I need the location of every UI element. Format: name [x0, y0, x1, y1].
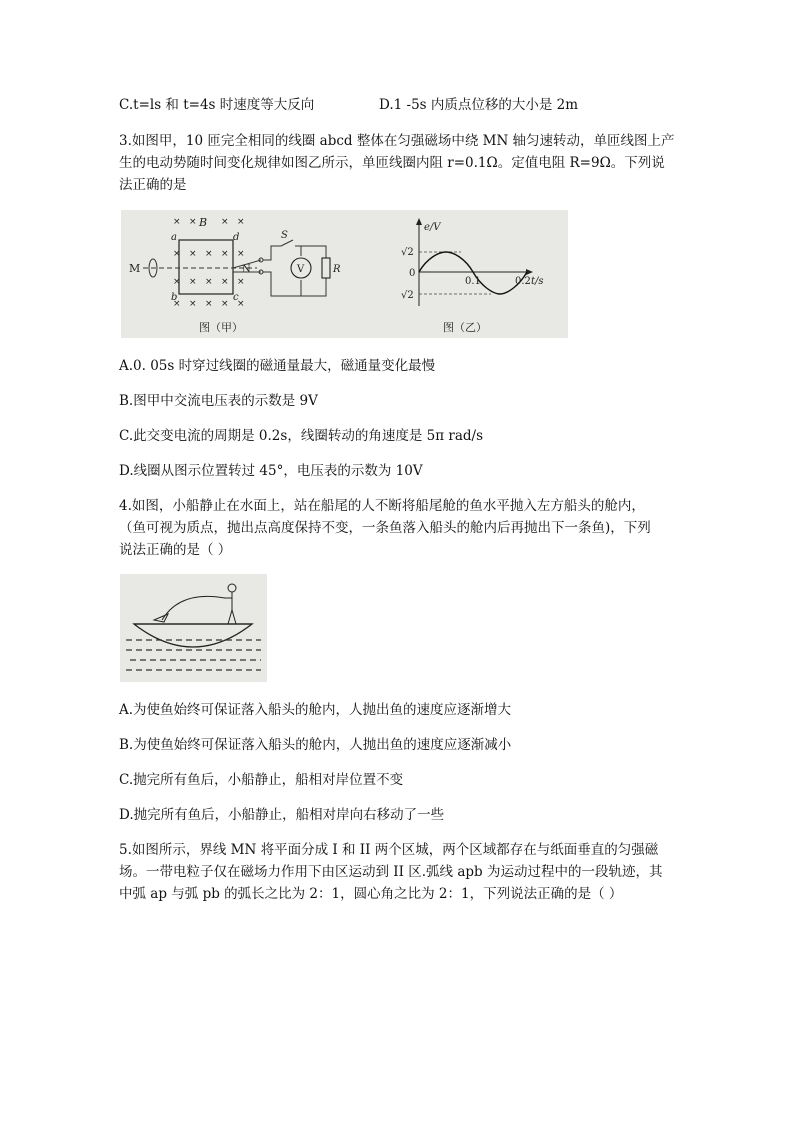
x-tick-2: 0.2: [515, 276, 531, 287]
y-axis-arrow: [416, 218, 422, 225]
field-mark: ×: [173, 217, 181, 227]
label-V: V: [297, 264, 305, 275]
q4-stem-line-2: （鱼可视为质点，抛出点高度保持不变，一条鱼落入船头的舱内后再抛出下一条鱼)，下列: [119, 520, 651, 536]
field-mark: ×: [205, 277, 213, 287]
label-R: R: [333, 264, 341, 275]
label-b: b: [171, 292, 178, 303]
q4-stem-line-3: 说法正确的是（ ）: [119, 542, 232, 558]
q4-figure: [120, 574, 267, 682]
x-axis-arrow: [526, 269, 533, 275]
field-mark: ×: [237, 299, 245, 309]
field-mark: ×: [221, 249, 229, 259]
q5-stem-line-3: 中弧 ap 与弧 pb 的弧长之比为 2：1，圆心角之比为 2：1，下列说法正确的是（ ）: [119, 886, 623, 902]
q4-option-d: D.抛完所有鱼后，小船静止，船相对岸向右移动了一些: [119, 807, 445, 823]
person-leg: [232, 610, 236, 624]
label-S: S: [281, 230, 288, 241]
field-mark: ×: [189, 217, 197, 227]
label-c: c: [233, 292, 239, 303]
circuit-loop: [263, 246, 326, 296]
label-a: a: [171, 232, 177, 243]
resistor: [322, 258, 330, 278]
origin-label: 0: [409, 268, 416, 279]
x-tick-1: 0.1: [465, 276, 481, 287]
q3-stem-line-2: 生的电动势随时间变化规律如图乙所示，单匝线圈内阻 r=0.1Ω。定值电阻 R=9Ω。下列说: [119, 155, 665, 171]
q4-option-a: A.为使鱼始终可保证落入船头的舱内，人抛出鱼的速度应逐渐增大: [119, 702, 512, 718]
q3-option-c: C.此交变电流的周期是 0.2s，线圈转动的角速度是 5π rad/s: [119, 428, 483, 444]
q3-figure: [121, 210, 568, 338]
x-axis-label: t/s: [531, 276, 544, 287]
label-d: d: [233, 232, 240, 243]
y-tick-negative: √2: [401, 290, 414, 301]
water: [126, 640, 261, 670]
field-mark: ×: [237, 217, 245, 227]
field-mark: ×: [173, 299, 181, 309]
field-mark: ×: [189, 299, 197, 309]
field-mark: ×: [221, 277, 229, 287]
q3-option-b: B.图甲中交流电压表的示数是 9V: [119, 393, 318, 409]
label-N: N: [242, 264, 251, 275]
q2-option-c: C.t=ls 和 t=4s 时速度等大反向: [119, 97, 315, 113]
wire: [263, 246, 281, 260]
fish-trajectory: [162, 596, 225, 620]
field-mark: ×: [173, 277, 181, 287]
field-mark: ×: [221, 217, 229, 227]
field-mark: ×: [205, 249, 213, 259]
q4-option-c: C.抛完所有鱼后，小船静止，船相对岸位置不变: [119, 772, 404, 788]
q4-stem-line-1: 4.如图，小船静止在水面上，站在船尾的人不断将船尾舱的鱼水平抛入左方船头的舱内，: [119, 498, 645, 514]
person-leg: [228, 610, 232, 624]
fish: [154, 614, 168, 622]
label-M: M: [129, 262, 141, 275]
q2-option-d: D.1 -5s 内质点位移的大小是 2m: [379, 97, 579, 113]
person-head: [228, 584, 236, 592]
q5-stem-line-1: 5.如图所示，界线 MN 将平面分成 I 和 II 两个区城，两个区域都存在与纸面垂直的匀强磁: [119, 842, 659, 858]
field-mark: ×: [189, 277, 197, 287]
q4-option-b: B.为使鱼始终可保证落入船头的舱内，人抛出鱼的速度应逐渐减小: [119, 737, 512, 753]
label-B: B: [199, 216, 208, 229]
sine-curve: [419, 252, 527, 294]
y-tick-positive: √2: [401, 247, 414, 258]
field-mark: ×: [205, 299, 213, 309]
caption-jia: 图（甲）: [199, 321, 243, 334]
q5-stem-line-2: 场。一带电粒子仅在磁场力作用下由区运动到 II 区.弧线 apb 为运动过程中的一段轨迹，其: [119, 864, 663, 880]
figure-jia: [129, 216, 341, 334]
field-mark: ×: [237, 277, 245, 287]
y-axis-label: e/V: [424, 222, 441, 233]
field-mark: ×: [237, 249, 245, 259]
q3-stem-line-3: 法正确的是: [119, 177, 187, 193]
field-mark: ×: [173, 249, 181, 259]
boat-hull: [134, 624, 252, 647]
field-mark: ×: [189, 249, 197, 259]
q3-option-a: A.0. 05s 时穿过线圈的磁通量最大，磁通量变化最慢: [119, 358, 436, 374]
q3-stem-line-1: 3.如图甲，10 匝完全相同的线圈 abcd 整体在匀强磁场中绕 MN 轴匀速转动，单匝线图上产: [119, 133, 675, 149]
caption-yi: 图（乙）: [443, 321, 487, 334]
figure-yi: [401, 218, 544, 334]
q3-option-d: D.线圈从图示位置转过 45°，电压表的示数为 10V: [119, 463, 423, 479]
field-mark: ×: [221, 299, 229, 309]
